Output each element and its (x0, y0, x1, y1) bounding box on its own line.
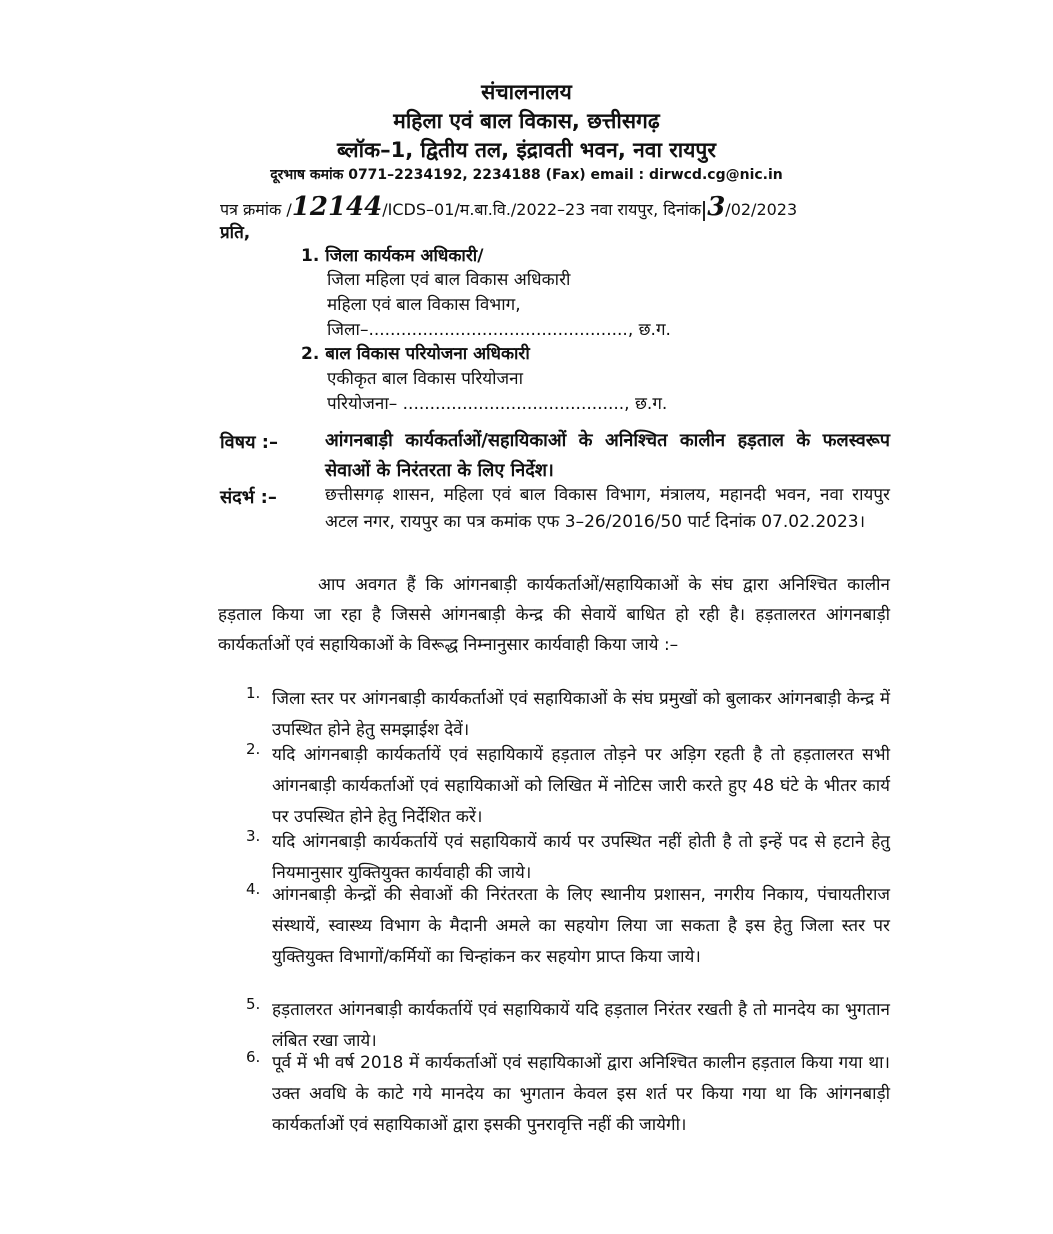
header-contact: दूरभाष कमांक 0771–2234192, 2234188 (Fax) email : dirwcd.cg@nic.in (270, 167, 783, 183)
recipient-1-line: जिला–................................................, छ.ग. (327, 320, 671, 340)
recipient-2-line: एकीकृत बाल विकास परियोजना (327, 369, 523, 389)
ref-suffix: /02/2023 (725, 200, 798, 219)
header-directorate: संचालनालय (481, 80, 572, 104)
list-item-number: 6. (246, 1048, 261, 1066)
list-item-text: हड़तालरत आंगनबाड़ी कार्यकर्तायें एवं सहायिकायें यदि हड़ताल निरंतर रखती है तो मानदेय का भुगतान लंबित रखा जाये। (272, 1000, 890, 1051)
recipient-1-line: महिला एवं बाल विकास विभाग, (327, 295, 521, 315)
list-item-number: 2. (246, 740, 261, 758)
recipient-2-title: 2. बाल विकास परियोजना अधिकारी (301, 344, 530, 364)
list-item-text: यदि आंगनबाड़ी कार्यकर्तायें एवं सहायिकायें कार्य पर उपस्थित नहीं होती है तो इन्हें पद से हटाने हेतु नियमानुसार युक्तियुक्त कार्यवाही की जाये। (272, 832, 890, 883)
intro-paragraph: आप अवगत हैं कि आंगनबाड़ी कार्यकर्ताओं/सहायिकाओं के संघ द्वारा अनिश्चित कालीन हड़ताल किया जा रहा है जिससे आंगनबाड़ी केन्द्र की सेवायें बाधित हो रही है। हड़तालरत आंगनबाड़ी कार्यकर्ताओं एवं सहायिकाओं के विरूद्ध निम्नानुसार कार्यवाही किया जाये :– (218, 575, 890, 655)
recipient-1-title: 1. जिला कार्यकम अधिकारी/ (301, 246, 484, 266)
list-item-text: आंगनबाड़ी केन्द्रों की सेवाओं की निरंतरता के लिए स्थानीय प्रशासन, नगरीय निकाय, पंचायतीराज संस्थायें, स्वास्थ्य विभाग के मैदानी अमले का सहयोग लिया जा सकता है इस हेतु जिला स्तर पर युक्तियुक्त विभागों/कर्मियों का चिन्हांकन कर सहयोग प्राप्त किया जाये। (272, 885, 890, 967)
to-label: प्रति, (220, 223, 251, 243)
reference-text: छत्तीसगढ़ शासन, महिला एवं बाल विकास विभाग, मंत्रालय, महानदी भवन, नवा रायपुर अटल नगर, रायपुर का पत्र कमांक एफ 3–26/2016/50 पार्ट दिनांक 07.02.2023। (325, 485, 890, 532)
list-item (246, 684, 890, 748)
list-item-number: 1. (246, 684, 261, 702)
ref-prefix: पत्र क्रमांक / (220, 200, 292, 219)
handwritten-day: 3 (707, 192, 726, 222)
list-item-number: 5. (246, 995, 261, 1013)
recipient-1-line: जिला महिला एवं बाल विकास अधिकारी (327, 270, 571, 290)
list-item-text: यदि आंगनबाड़ी कार्यकर्तायें एवं सहायिकायें हड़ताल तोड़ने पर अड़िग रहती है तो हड़तालरत सभी आंगनबाड़ी कार्यकर्ताओं एवं सहायिकाओं को लिखित में नोटिस जारी करते हुए 48 घंटे के भीतर कार्य पर उपस्थित होने हेतु निर्देशित करें। (272, 745, 890, 827)
subject-text: आंगनबाड़ी कार्यकर्ताओं/सहायिकाओं के अनिश्चित कालीन हड़ताल के फलस्वरूप सेवाओं के निरंतरता के लिए निर्देश। (325, 430, 890, 481)
recipient-2-line: परियोजना– ........................................., छ.ग. (327, 394, 668, 414)
header-department: महिला एवं बाल विकास, छत्तीसगढ़ (393, 109, 660, 133)
list-item (246, 1048, 890, 1172)
list-item-text: जिला स्तर पर आंगनबाड़ी कार्यकर्ताओं एवं सहायिकाओं के संघ प्रमुखों को बुलाकर आंगनबाड़ी केन्द्र में उपस्थित होने हेतु समझाईश देवें। (272, 689, 890, 740)
list-item-text: पूर्व में भी वर्ष 2018 में कार्यकर्ताओं एवं सहायिकाओं द्वारा अनिश्चित कालीन हड़ताल किया गया था। उक्त अवधि के काटे गये मानदेय का भुगतान केवल इस शर्त पर किया गया था कि आंगनबाड़ी कार्यकर्ताओं एवं सहायिकाओं द्वारा इसकी पुनरावृत्ति नहीं की जायेगी। (272, 1053, 890, 1135)
reference-label: संदर्भ :– (220, 487, 277, 508)
list-item (246, 880, 890, 1004)
list-item-number: 4. (246, 880, 261, 898)
list-item (246, 740, 890, 836)
letter-reference-line (220, 192, 797, 222)
header-address: ब्लॉक–1, द्वितीय तल, इंद्रावती भवन, नवा रायपुर (337, 138, 716, 162)
subject-label: विषय :– (220, 432, 278, 453)
ref-middle: /ICDS–01/म.बा.वि./2022–23 नवा रायपुर, दिनांक (382, 200, 702, 219)
handwritten-letter-number: 12144 (291, 192, 383, 222)
list-item-number: 3. (246, 827, 261, 845)
